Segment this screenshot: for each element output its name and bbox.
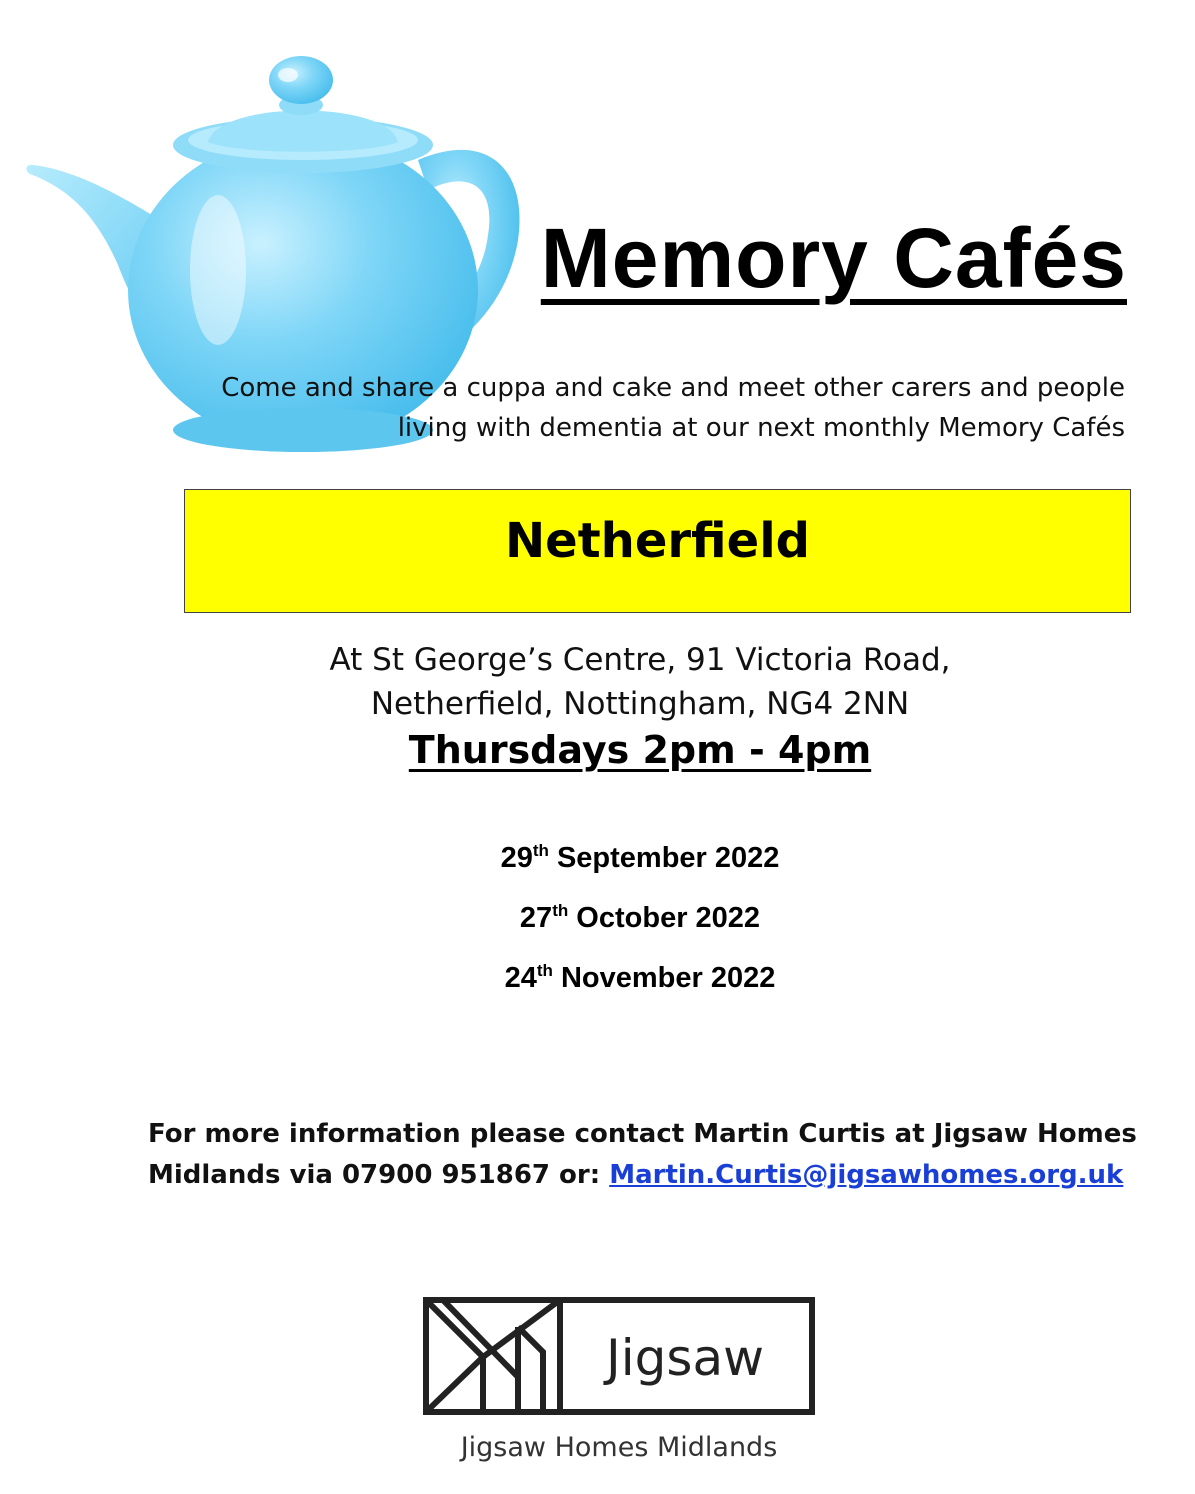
intro-line-1: Come and share a cuppa and cake and meet other carers and people xyxy=(221,373,1125,403)
logo-wordmark: Jigsaw xyxy=(606,1329,764,1387)
address-line-2: Netherfield, Nottingham, NG4 2NN xyxy=(370,686,910,722)
logo-subtitle: Jigsaw Homes Midlands xyxy=(460,1432,778,1463)
jigsaw-logo xyxy=(423,1297,815,1415)
email-link[interactable]: Martin.Curtis@jigsawhomes.org.uk xyxy=(609,1160,1124,1190)
contact-info xyxy=(148,1114,1148,1196)
location-name: Netherfield xyxy=(504,513,810,569)
jigsaw-mark-icon xyxy=(426,1300,560,1412)
contact-line-2: Midlands via 07900 951867 or: xyxy=(148,1160,610,1190)
session-times: Thursdays 2pm - 4pm xyxy=(408,728,872,772)
date-list xyxy=(240,836,1040,1016)
page-title: Memory Cafés xyxy=(540,211,1127,305)
intro-line-2: living with dementia at our next monthly Memory Cafés xyxy=(397,413,1125,443)
venue-address xyxy=(240,638,1040,726)
location-banner xyxy=(184,489,1131,613)
address-line-1: At St George’s Centre, 91 Victoria Road, xyxy=(329,642,951,678)
date-item: 29th September 2022 xyxy=(500,841,780,874)
contact-line-1: For more information please contact Martin Curtis at Jigsaw Homes xyxy=(148,1119,1137,1149)
date-item: 24th November 2022 xyxy=(504,961,776,994)
date-item: 27th October 2022 xyxy=(519,901,761,934)
intro-text xyxy=(165,368,1125,448)
